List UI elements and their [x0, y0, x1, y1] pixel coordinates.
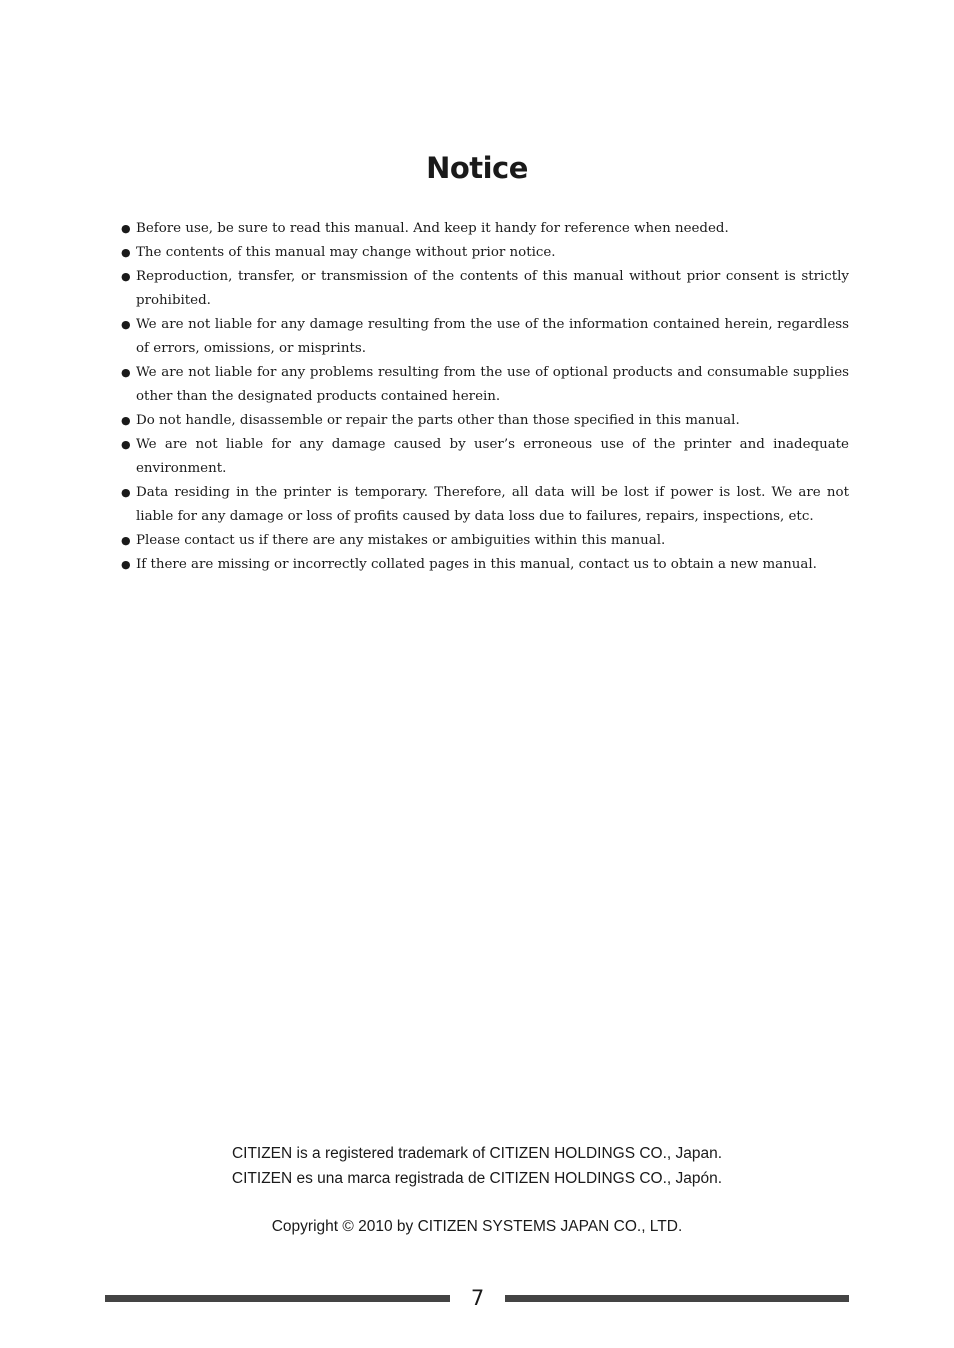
bullet-icon: ● — [121, 534, 131, 547]
notice-text: We are not liable for any damage caused by user’s erroneous use of the printer and inadequate environment. — [136, 437, 849, 476]
list-item — [120, 481, 849, 529]
list-item — [120, 313, 849, 361]
notice-text: Reproduction, transfer, or transmission of the contents of this manual without prior consent is strictly prohibited. — [136, 269, 849, 308]
bullet-icon: ● — [121, 486, 131, 499]
notice-text: Before use, be sure to read this manual. And keep it handy for reference when needed. — [136, 221, 729, 236]
notice-text: We are not liable for any problems resulting from the use of optional products and consumable supplies other than the designated products contained herein. — [136, 365, 849, 404]
list-item — [120, 217, 849, 241]
notice-list — [120, 217, 849, 577]
list-item — [120, 361, 849, 409]
list-item — [120, 265, 849, 313]
list-item — [120, 409, 849, 433]
bullet-icon: ● — [121, 222, 131, 235]
trademark-english: CITIZEN is a registered trademark of CITIZEN HOLDINGS CO., Japan. — [231, 1145, 723, 1162]
notice-text: Data residing in the printer is temporary. Therefore, all data will be lost if power is lost. We are not liable for any damage or loss of profits caused by data loss due to failures, repairs, inspections, etc. — [136, 485, 849, 524]
notice-text: Please contact us if there are any mistakes or ambiguities within this manual. — [136, 533, 666, 548]
page-title: Notice — [426, 151, 528, 185]
bullet-icon: ● — [121, 366, 131, 379]
bullet-icon: ● — [121, 438, 131, 451]
bullet-icon: ● — [121, 558, 131, 571]
list-item — [120, 553, 849, 577]
list-item — [120, 241, 849, 265]
notice-text: If there are missing or incorrectly collated pages in this manual, contact us to obtain a new manual. — [136, 557, 817, 572]
bullet-icon: ● — [121, 246, 131, 259]
trademark-spanish: CITIZEN es una marca registrada de CITIZEN HOLDINGS CO., Japón. — [231, 1169, 723, 1187]
footer-rule-right — [505, 1295, 849, 1302]
bullet-icon: ● — [121, 414, 131, 427]
notice-text: The contents of this manual may change without prior notice. — [136, 245, 556, 260]
bullet-icon: ● — [121, 318, 131, 331]
notice-text: Do not handle, disassemble or repair the parts other than those specified in this manual. — [136, 413, 740, 428]
notice-text: We are not liable for any damage resulting from the use of the information contained herein, regardless of errors, omissions, or misprints. — [136, 317, 849, 356]
bullet-icon: ● — [121, 270, 131, 283]
list-item — [120, 529, 849, 553]
footer-rule-left — [105, 1295, 450, 1302]
list-item — [120, 433, 849, 481]
trademark-notice — [0, 1142, 954, 1191]
copyright-notice: Copyright © 2010 by CITIZEN SYSTEMS JAPAN CO., LTD. — [271, 1218, 683, 1235]
page-number: 7 — [470, 1286, 485, 1310]
